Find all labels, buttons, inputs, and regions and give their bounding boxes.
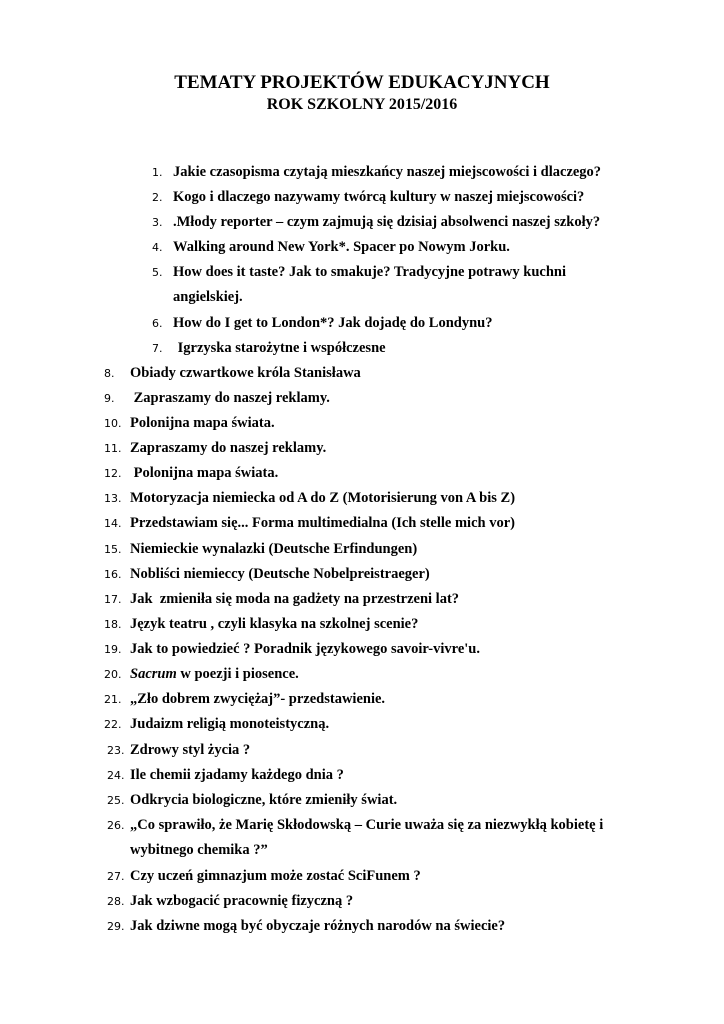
list-item-text: Język teatru , czyli klasyka na szkolnej scenie? <box>130 616 419 632</box>
list-item-number: 18. <box>104 618 122 631</box>
list-item-text: Polonijna mapa świata. <box>130 465 279 481</box>
list-item-number: 12. <box>104 467 122 480</box>
list-item-text: Zapraszamy do naszej reklamy. <box>130 440 327 456</box>
list-item-number: 22. <box>104 718 122 731</box>
list-item-number: 13. <box>104 492 122 505</box>
list-item-number: 6. <box>152 317 163 330</box>
list-item-rest-text: w poezji i piosence. <box>176 666 299 682</box>
list-item-number: 17. <box>104 593 122 606</box>
list-item-text: Obiady czwartkowe króla Stanisława <box>130 365 361 381</box>
list-item-text: Jak dziwne mogą być obyczaje różnych narodów na świecie? <box>130 918 506 934</box>
list-item-text: Nobliści niemieccy (Deutsche Nobelpreistraeger) <box>130 566 430 582</box>
list-item-continuation: angielskiej. <box>173 289 243 305</box>
list-item-text: Zdrowy styl życia ? <box>130 742 251 758</box>
list-item-text: Niemieckie wynalazki (Deutsche Erfindungen) <box>130 541 418 557</box>
list-item-continuation: wybitnego chemika ?” <box>130 842 268 858</box>
list-item-number: 4. <box>152 241 163 254</box>
list-item-text: Jak wzbogacić pracownię fizyczną ? <box>130 893 354 909</box>
list-item-number: 9. <box>104 392 115 405</box>
list-item-text: How do I get to London*? Jak dojadę do Londynu? <box>173 315 493 331</box>
document-subtitle: ROK SZKOLNY 2015/2016 <box>266 96 458 113</box>
list-item-number: 19. <box>104 643 122 656</box>
list-item-number: 23. <box>107 744 125 757</box>
list-item-number: 8. <box>104 367 115 380</box>
list-item-number: 5. <box>152 266 163 279</box>
list-item-text: Przedstawiam się... Forma multimedialna (Ich stelle mich vor) <box>130 515 515 531</box>
list-item-text: How does it taste? Jak to smakuje? Tradycyjne potrawy kuchni <box>173 264 566 280</box>
list-item-text: Odkrycia biologiczne, które zmieniły świat. <box>130 792 398 808</box>
list-item-text: Jak zmieniła się moda na gadżety na przestrzeni lat? <box>130 591 460 607</box>
list-item-text: Motoryzacja niemiecka od A do Z (Motorisierung von A bis Z) <box>130 490 516 506</box>
list-item-number: 16. <box>104 568 122 581</box>
list-item-number: 28. <box>107 895 125 908</box>
list-item-text: Jak to powiedzieć ? Poradnik językowego savoir-vivre'u. <box>130 641 480 657</box>
list-item-number: 25. <box>107 794 125 807</box>
list-item-text: „Co sprawiło, że Marię Skłodowską – Curie uważa się za niezwykłą kobietę i <box>130 817 604 833</box>
list-item-italic-text: Sacrum <box>130 666 177 682</box>
list-item-text: Polonijna mapa świata. <box>130 415 275 431</box>
list-item-number: 21. <box>104 693 122 706</box>
list-item-text: Walking around New York*. Spacer po Nowym Jorku. <box>173 239 510 255</box>
list-item-number: 7. <box>152 342 163 355</box>
list-item-text: „Zło dobrem zwyciężaj”- przedstawienie. <box>130 691 386 707</box>
list-item-text: Igrzyska starożytne i współczesne <box>174 340 386 356</box>
list-item-text <box>130 665 299 683</box>
list-item-number: 3. <box>152 216 163 229</box>
list-item-number: 1. <box>152 166 163 179</box>
list-item-text: Kogo i dlaczego nazywamy twórcą kultury w naszej miejscowości? <box>173 189 585 205</box>
list-item-number: 15. <box>104 543 122 556</box>
list-item-text: .Młody reporter – czym zajmują się dzisiaj absolwenci naszej szkoły? <box>173 214 601 230</box>
list-item-number: 11. <box>104 442 122 455</box>
document-title: TEMATY PROJEKTÓW EDUKACYJNYCH <box>174 72 550 93</box>
list-item-number: 27. <box>107 870 125 883</box>
list-item-number: 2. <box>152 191 163 204</box>
list-item-text: Judaizm religią monoteistyczną. <box>130 716 330 732</box>
list-item-number: 10. <box>104 417 122 430</box>
list-item-text: Jakie czasopisma czytają mieszkańcy naszej miejscowości i dlaczego? <box>173 164 602 180</box>
list-item-text: Ile chemii zjadamy każdego dnia ? <box>130 767 344 783</box>
list-item-number: 29. <box>107 920 125 933</box>
list-item-text: Zapraszamy do naszej reklamy. <box>130 390 330 406</box>
list-item-text: Czy uczeń gimnazjum może zostać SciFunem ? <box>130 868 421 884</box>
list-item-number: 14. <box>104 517 122 530</box>
list-item-number: 24. <box>107 769 125 782</box>
list-item-number: 20. <box>104 668 122 681</box>
list-item-number: 26. <box>107 819 125 832</box>
